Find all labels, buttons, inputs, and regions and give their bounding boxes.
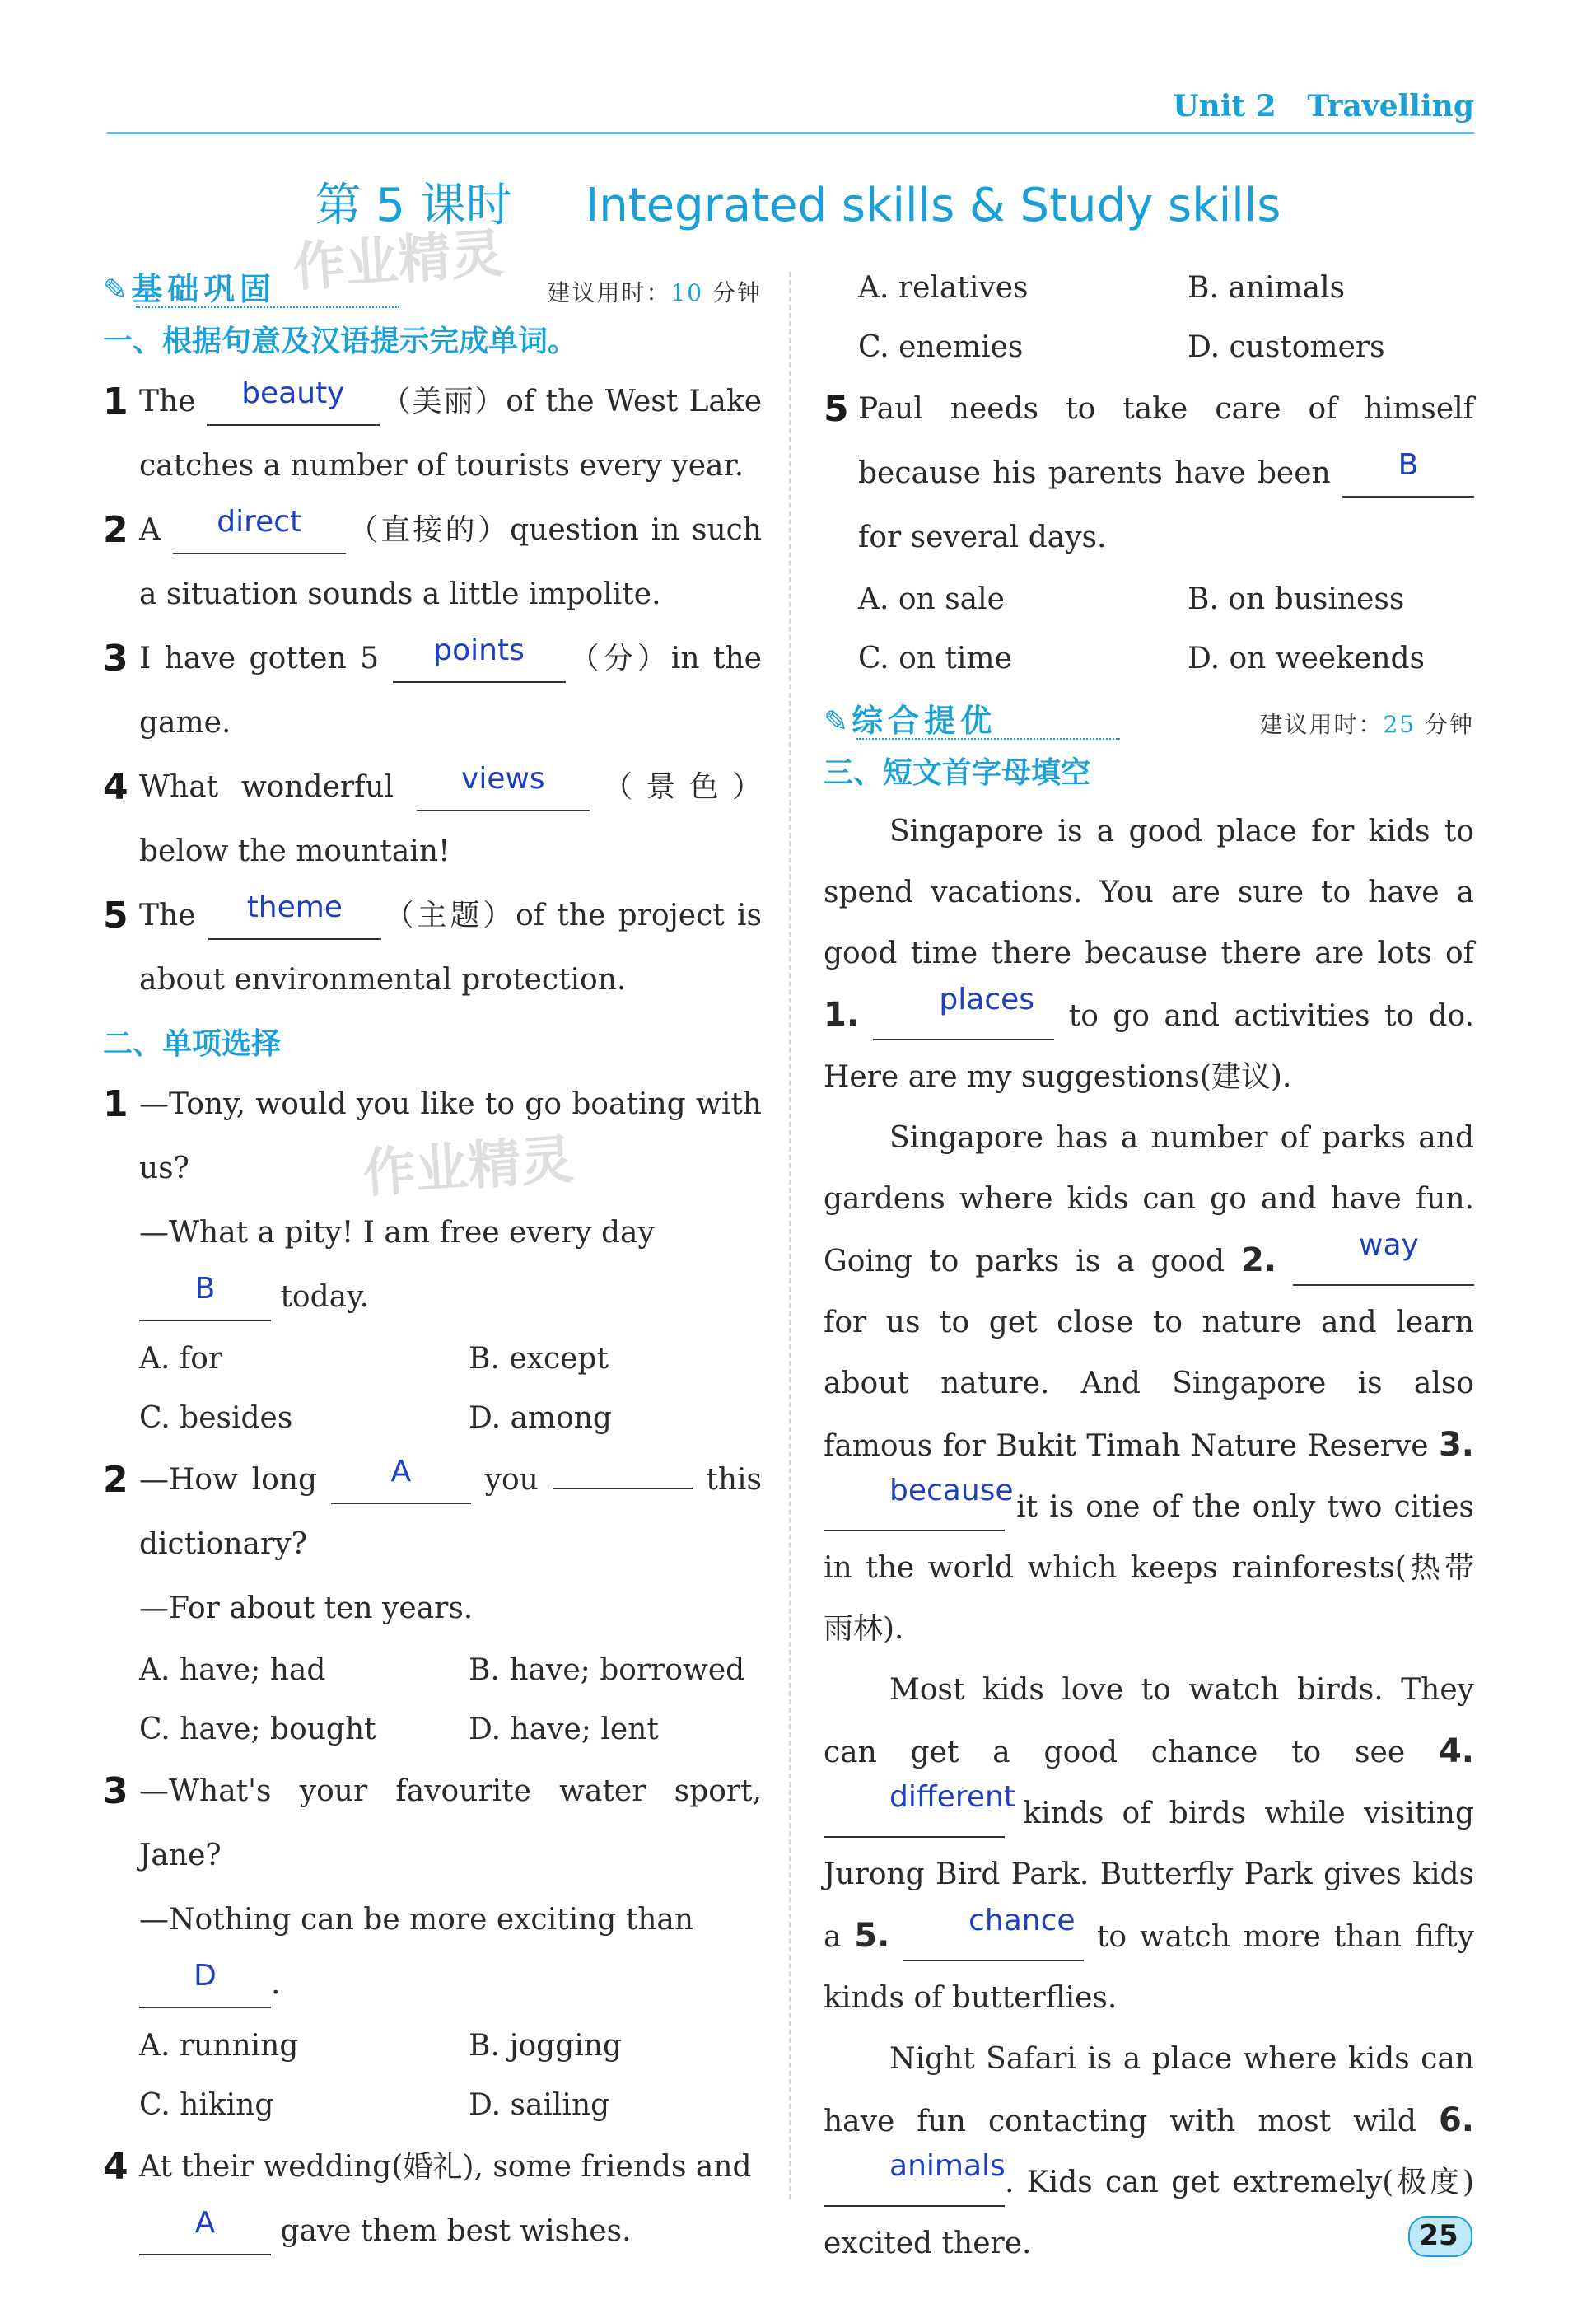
option[interactable]: A. for	[139, 1342, 223, 1376]
option[interactable]: B. except	[469, 1342, 609, 1376]
passage-paragraph: Most kids love to watch birds. They can get a good chance to see 4. different kinds of birds while visiting Jurong Bird Park. Butterfly Park gives kids a 5. chance to watch more than fifty kinds of butterflies.	[824, 1673, 1475, 2015]
option[interactable]: B. on business	[1188, 582, 1405, 616]
answer-blank[interactable]: beauty	[207, 380, 380, 426]
option[interactable]: D. sailing	[469, 2088, 610, 2122]
option[interactable]: D. among	[469, 1401, 612, 1435]
suggested-time: 建议用时：10 分钟	[547, 279, 762, 306]
part3-heading: 三、短文首字母填空	[824, 756, 1091, 790]
section-basic-label: 基础巩固	[131, 271, 277, 307]
passage-paragraph: Night Safari is a place where kids can have fun contacting with most wild 6. animals. Kids can get extremely(极度) excited there.	[824, 2042, 1474, 2260]
pen-icon: ✎	[103, 273, 128, 307]
option[interactable]: B. jogging	[469, 2029, 623, 2063]
watermark: 作业精灵	[361, 1129, 576, 1205]
option[interactable]: C. have; bought	[139, 1713, 376, 1746]
choice-question: 2 —How long A you this dictionary? —For about ten years.	[103, 1455, 762, 1625]
lesson-number: 第 5 课时	[315, 179, 512, 232]
choice-options	[824, 259, 1474, 377]
choice-options	[103, 1641, 762, 1760]
section-underline	[136, 306, 399, 308]
right-column	[824, 264, 1474, 2274]
answer-blank[interactable]: chance	[903, 1915, 1084, 1961]
fill-question: 3 I have gotten 5 points （分）in the game.	[103, 633, 762, 740]
option[interactable]: A. relatives	[858, 271, 1029, 305]
option[interactable]: A. on sale	[858, 582, 1005, 616]
section-comp-label: 综合提优	[852, 703, 997, 739]
pen-icon: ✎	[824, 705, 849, 739]
unit-title: Unit 2 Travelling	[1173, 89, 1474, 124]
option[interactable]: D. customers	[1188, 330, 1385, 364]
answer-blank[interactable]: places	[873, 994, 1054, 1040]
suggested-time: 建议用时：25 分钟	[1259, 711, 1474, 738]
part1-heading: 一、根据句意及汉语提示完成单词。	[103, 325, 578, 358]
answer-blank[interactable]	[553, 1488, 693, 1489]
section-underline	[856, 738, 1120, 740]
passage-paragraph: Singapore has a number of parks and gardens where kids can go and have fun. Going to parks is a good 2. way for us to get close to nature and learn about nature. And Singapore is also famous for Bukit Timah Nature Reserve 3. because it is one of the only two cities in the world which keeps rainforests(热带雨林).	[824, 1121, 1474, 1646]
choice-question: 5 Paul needs to take care of himself because his parents have been B for several days.	[824, 388, 1474, 554]
watermark: 作业精灵	[291, 223, 506, 299]
fill-question: 2 A direct （直接的）question in such a situation sounds a little impolite.	[103, 505, 762, 611]
option[interactable]: B. animals	[1188, 271, 1346, 305]
answer-blank[interactable]: because	[824, 1485, 1005, 1531]
option[interactable]: C. enemies	[858, 330, 1024, 364]
answer-blank[interactable]: animals	[824, 2161, 1005, 2207]
left-column	[103, 264, 762, 2264]
option[interactable]: C. on time	[858, 642, 1012, 675]
section-comp-header	[824, 695, 1474, 741]
answer-blank[interactable]: D	[139, 1962, 271, 2008]
option[interactable]: D. on weekends	[1188, 642, 1426, 675]
choice-question: 1 —Tony, would you like to go boating with us? —What a pity! I am free every day B today.	[103, 1073, 762, 1330]
answer-blank[interactable]: views	[417, 765, 590, 811]
option[interactable]: C. hiking	[139, 2088, 274, 2122]
section-basic-header	[103, 264, 762, 310]
answer-blank[interactable]: way	[1293, 1240, 1474, 1286]
choice-question: 3 —What's your favourite water sport, Jane? —Nothing can be more exciting than D .	[103, 1760, 762, 2017]
option[interactable]: C. besides	[139, 1401, 293, 1435]
answer-blank[interactable]: points	[393, 637, 566, 683]
option[interactable]: D. have; lent	[469, 1713, 659, 1746]
lesson-title	[0, 169, 1596, 235]
column-divider	[789, 272, 791, 2199]
fill-question: 4 What wonderful views （景色）below the mountain!	[103, 762, 762, 868]
page-number: 25	[1419, 2219, 1458, 2252]
choice-options	[103, 2017, 762, 2135]
option[interactable]: A. have; had	[139, 1653, 326, 1687]
lesson-subject: Integrated skills & Study skills	[585, 179, 1281, 232]
answer-blank[interactable]: direct	[173, 508, 346, 554]
option[interactable]: B. have; borrowed	[469, 1653, 745, 1687]
answer-blank[interactable]: different	[824, 1792, 1005, 1838]
option[interactable]: A. running	[139, 2029, 299, 2063]
passage-paragraph: Singapore is a good place for kids to spend vacations. You are sure to have a good time there because there are lots of 1. places to go and activities to do. Here are my suggestions(建议).	[824, 815, 1474, 1094]
answer-blank[interactable]: B	[1342, 451, 1474, 498]
fill-question: 5 The theme （主题）of the project is about environmental protection.	[103, 890, 762, 997]
choice-question: 4 At their wedding(婚礼), some friends and A gave them best wishes.	[103, 2135, 762, 2264]
fill-question: 1 The beauty （美丽）of the West Lake catches a number of tourists every year.	[103, 376, 762, 483]
answer-blank[interactable]: A	[331, 1458, 471, 1504]
page-header	[107, 82, 1474, 134]
choice-options	[103, 1330, 762, 1448]
part2-heading: 二、单项选择	[103, 1027, 282, 1061]
answer-blank[interactable]: A	[139, 2209, 271, 2255]
choice-options	[824, 570, 1474, 689]
page-number-badge	[1408, 2216, 1469, 2254]
answer-blank[interactable]: B	[139, 1275, 271, 1321]
answer-blank[interactable]: theme	[208, 894, 381, 940]
